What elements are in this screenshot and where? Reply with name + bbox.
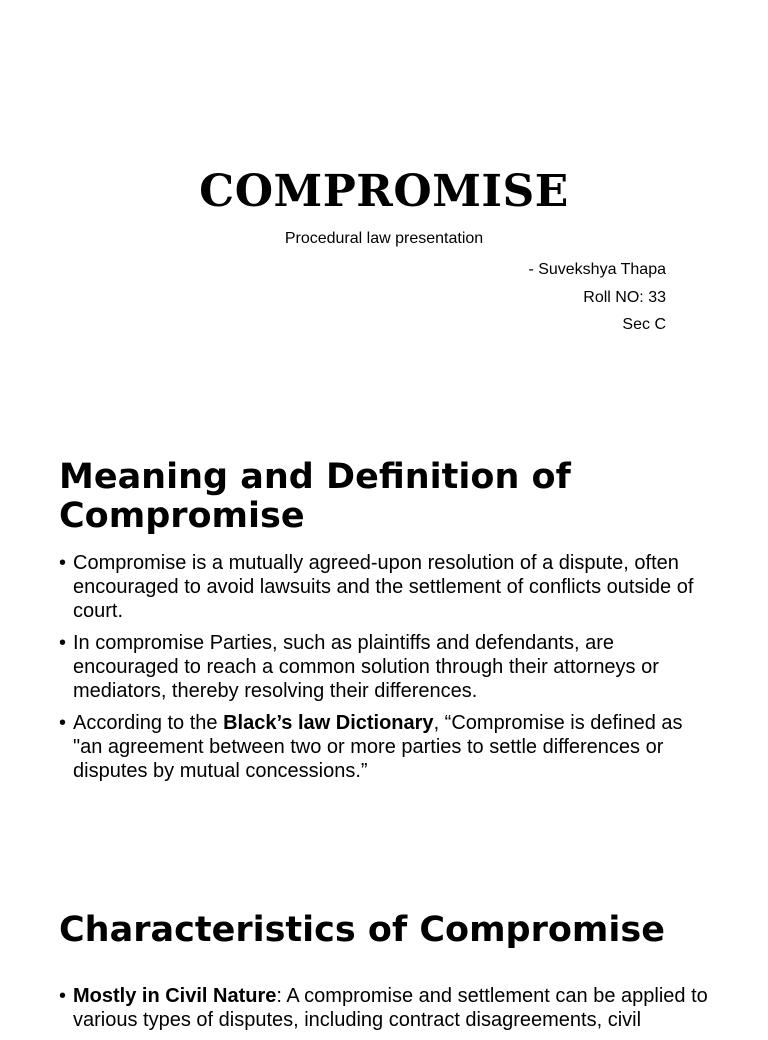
- bullet-text-bold: Mostly in Civil Nature: [73, 985, 277, 1007]
- bullet-text: In compromise Parties, such as plaintiffs and defendants, are encouraged to reach a common solution through their attorneys or mediators, thereby resolving their differences.: [73, 632, 659, 702]
- bullet-text-bold: Black’s law Dictionary: [223, 712, 434, 734]
- list-item: [59, 631, 709, 703]
- bullet-dot: •: [59, 552, 67, 574]
- bullet-dot: •: [59, 985, 67, 1007]
- characteristics-heading: Characteristics of Compromise: [59, 910, 665, 950]
- characteristics-bullet-list: [59, 984, 709, 1040]
- presentation-subtitle: Procedural law presentation: [284, 230, 484, 247]
- bullet-dot: •: [59, 632, 67, 654]
- section: Sec C: [622, 316, 666, 333]
- author-name: - Suvekshya Thapa: [528, 261, 666, 278]
- meaning-heading: Meaning and Definition of Compromise: [59, 457, 571, 536]
- list-item: [59, 984, 709, 1032]
- list-item: [59, 711, 709, 783]
- presentation-title: COMPROMISE: [199, 166, 569, 217]
- meaning-bullet-list: [59, 551, 709, 791]
- bullet-dot: •: [59, 712, 67, 734]
- list-item: [59, 551, 709, 623]
- author-block: [528, 256, 666, 339]
- bullet-text: Compromise is a mutually agreed-upon resolution of a dispute, often encouraged to avoid lawsuits and the settlement of conflicts outside of court.: [73, 552, 694, 622]
- roll-number: Roll NO: 33: [583, 288, 666, 306]
- bullet-text: : A compromise and settlement can be applied to various types of disputes, including contract disagreements, civil: [73, 985, 708, 1031]
- bullet-text-post: , “Compromise is defined as "an agreement between two or more parties to settle differences or disputes by mutual concessions.”: [73, 712, 683, 782]
- title-slide: [0, 0, 768, 400]
- bullet-text-pre: According to the: [73, 712, 224, 734]
